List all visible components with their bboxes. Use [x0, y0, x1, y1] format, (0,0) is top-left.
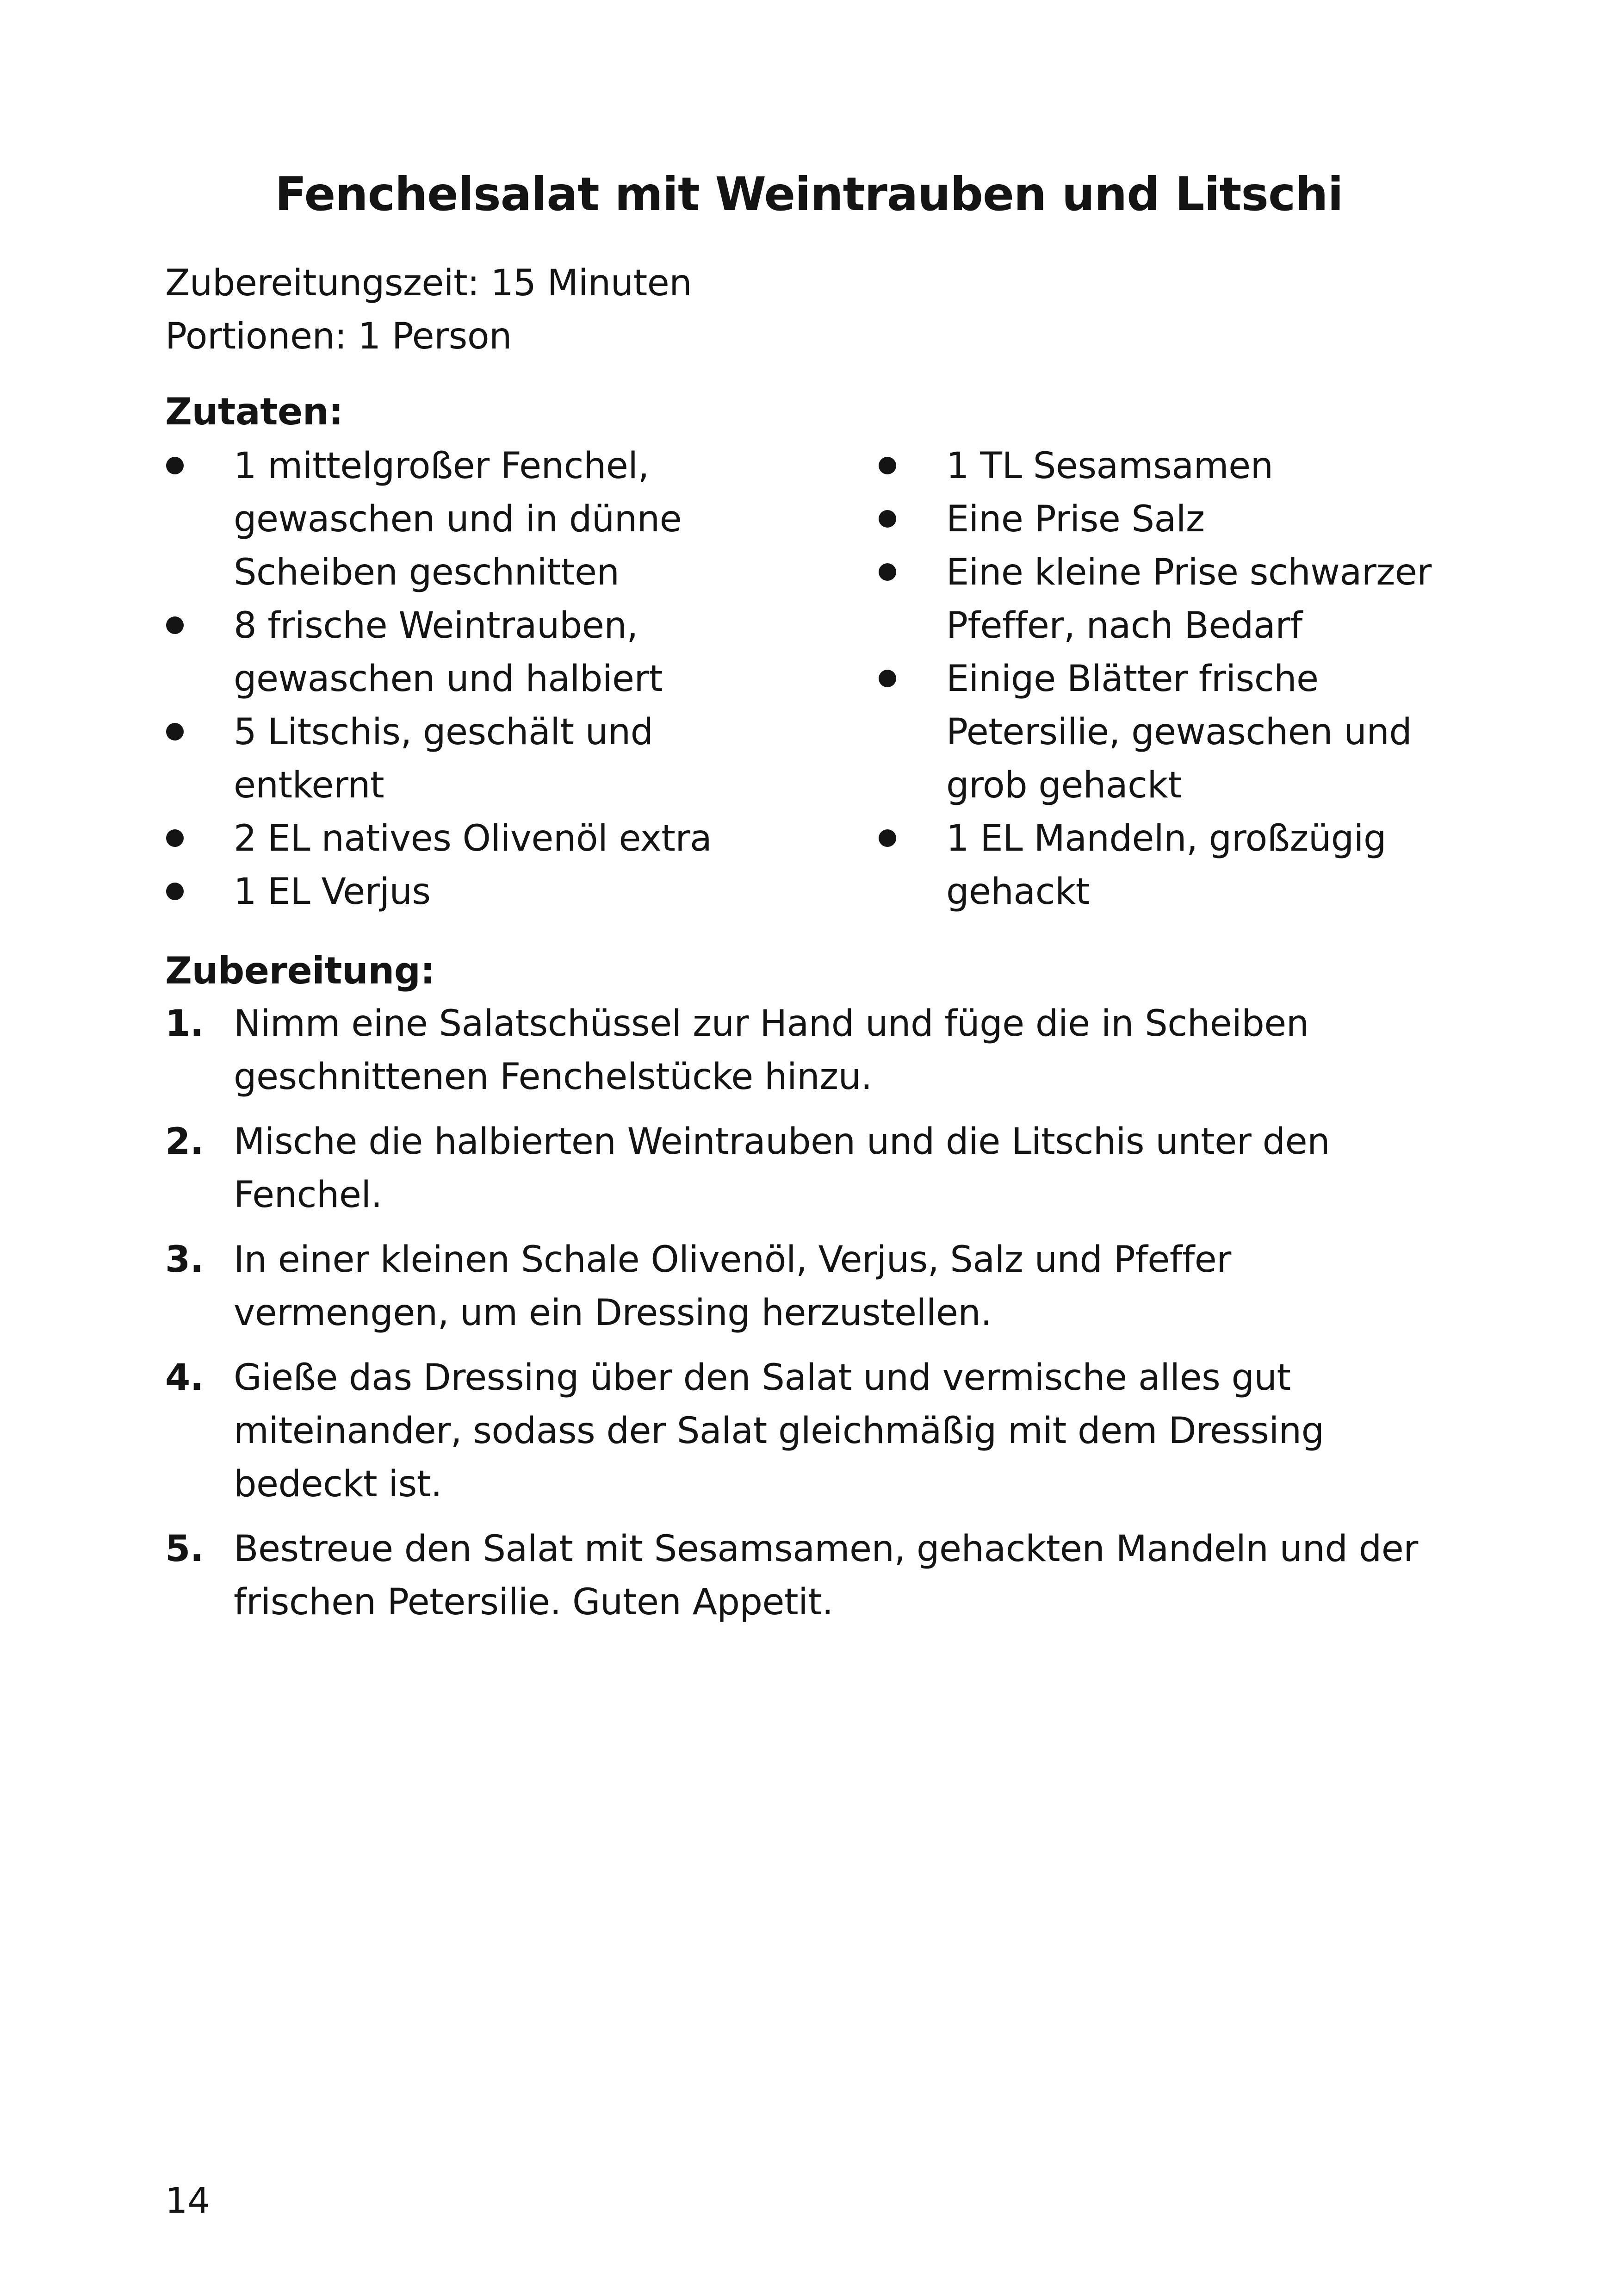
bullet-icon: [879, 457, 896, 474]
ingredient-text: Eine Prise Salz: [946, 498, 1205, 540]
ingredient-text: 1 TL Sesamsamen: [946, 445, 1273, 487]
ingredient-text: 1 EL Verjus: [234, 871, 431, 913]
bullet-icon: [879, 563, 896, 581]
ingredient-text: 5 Litschis, geschält und entkernt: [234, 711, 653, 806]
ingredient-text: 1 mittelgroßer Fenchel, gewaschen und in dünne Scheiben geschnitten: [234, 445, 682, 593]
step-item: [165, 997, 1456, 1104]
bullet-icon: [166, 457, 184, 474]
prep-time: Zubereitungszeit: 15 Minuten: [165, 262, 692, 304]
bullet-icon: [166, 723, 184, 740]
ingredient-item: [165, 812, 767, 865]
ingredient-item: [878, 546, 1470, 653]
page-number: 14: [165, 2180, 210, 2221]
step-number: 5.: [165, 1528, 204, 1570]
step-text: Nimm eine Salatschüssel zur Hand und füge die in Scheiben geschnittenen Fenchelstücke hinzu.: [234, 1003, 1309, 1098]
step-text: In einer kleinen Schale Olivenöl, Verjus, Salz und Pfeffer vermengen, um ein Dressing herzustellen.: [234, 1239, 1231, 1334]
bullet-icon: [166, 883, 184, 900]
ingredient-item: [878, 493, 1470, 546]
step-text: Bestreue den Salat mit Sesamsamen, gehackten Mandeln und der frischen Petersilie. Guten Appetit.: [234, 1528, 1418, 1623]
ingredient-item: [165, 440, 767, 599]
ingredient-text: 8 frische Weintrauben, gewaschen und halbiert: [234, 605, 663, 700]
ingredient-item: [878, 653, 1470, 812]
bullet-icon: [166, 829, 184, 847]
ingredients-column-right: [878, 440, 1470, 919]
portions: Portionen: 1 Person: [165, 316, 512, 357]
step-number: 4.: [165, 1357, 204, 1399]
preparation-steps: [165, 997, 1456, 1641]
ingredient-item: [878, 440, 1470, 493]
step-item: [165, 1351, 1456, 1511]
step-number: 1.: [165, 1003, 204, 1045]
ingredient-item: [165, 599, 767, 706]
step-text: Mische die halbierten Weintrauben und die Litschis unter den Fenchel.: [234, 1121, 1330, 1216]
bullet-icon: [166, 616, 184, 634]
ingredient-text: Eine kleine Prise schwarzer Pfeffer, nach Bedarf: [946, 552, 1432, 647]
step-text: Gieße das Dressing über den Salat und vermische alles gut miteinander, sodass der Salat gleichmäßig mit dem Dressing bedeckt ist.: [234, 1357, 1324, 1505]
ingredient-text: 1 EL Mandeln, großzügig gehackt: [946, 818, 1386, 913]
bullet-icon: [879, 510, 896, 528]
bullet-icon: [879, 829, 896, 847]
ingredients-column-left: [165, 440, 767, 919]
ingredient-item: [165, 706, 767, 812]
ingredient-item: [165, 865, 767, 919]
step-number: 3.: [165, 1239, 204, 1281]
step-number: 2.: [165, 1121, 204, 1163]
step-item: [165, 1523, 1456, 1629]
ingredients-heading: Zutaten:: [165, 390, 343, 433]
preparation-heading: Zubereitung:: [165, 949, 435, 992]
bullet-icon: [879, 670, 896, 687]
step-item: [165, 1233, 1456, 1340]
step-item: [165, 1115, 1456, 1222]
ingredient-text: 2 EL natives Olivenöl extra: [234, 818, 712, 859]
ingredient-item: [878, 812, 1470, 919]
recipe-title: Fenchelsalat mit Weintrauben und Litschi: [275, 167, 1343, 221]
recipe-meta: [165, 257, 692, 363]
ingredient-text: Einige Blätter frische Petersilie, gewaschen und grob gehackt: [946, 658, 1412, 806]
